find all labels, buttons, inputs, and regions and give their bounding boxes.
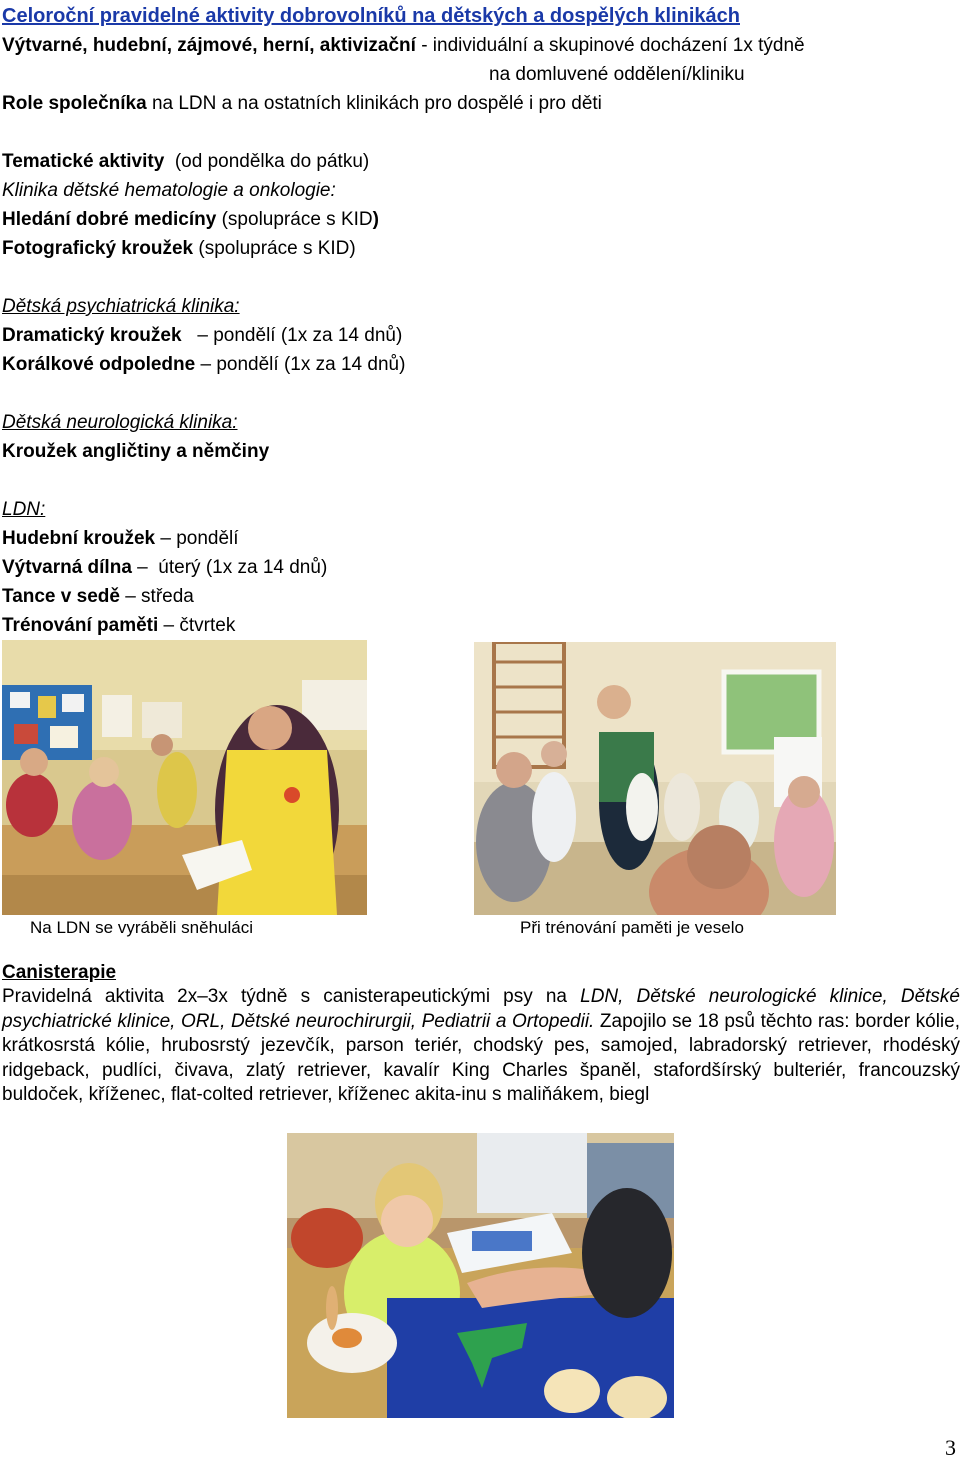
hematology-item-1-rest: (spolupráce s KID	[216, 209, 373, 230]
ldn-item-2	[2, 553, 327, 582]
ldn-item-1-bold: Hudební kroužek	[2, 528, 156, 549]
canisterapie-paragraph	[2, 985, 960, 1108]
hematology-item-1-bold: Hledání dobré medicíny	[2, 209, 217, 230]
thematic-heading-rest: (od pondělka do pátku)	[164, 151, 370, 172]
ldn-item-1-rest: – pondělí	[155, 528, 239, 549]
psychiatry-item-1-bold: Dramatický kroužek	[2, 325, 182, 346]
canisterapie-text-plain: Pravidelná aktivita 2x–3x týdně s canisterapeutickými psy na	[2, 986, 581, 1007]
photo-memory-training	[474, 642, 836, 915]
intro-line-2: na domluvené oddělení/kliniku	[489, 64, 745, 85]
photo-children-painting	[287, 1133, 674, 1418]
ldn-item-2-bold: Výtvarná dílna	[2, 557, 132, 578]
neurology-item-1: Kroužek angličtiny a němčiny	[2, 441, 270, 462]
psychiatry-item-2-rest: – pondělí (1x za 14 dnů)	[195, 354, 406, 375]
hematology-item-1-end: )	[372, 209, 379, 230]
ldn-item-4-bold: Trénování paměti	[2, 615, 159, 636]
canisterapie-heading: Canisterapie	[2, 962, 117, 983]
ldn-item-4	[2, 611, 235, 640]
hematology-item-2-bold: Fotografický kroužek	[2, 238, 194, 259]
caption-memory-training: Při trénování paměti je veselo	[520, 918, 744, 937]
canisterapie-text-italic: LDN, Dětské neurologické klinice, Dětské psychiatrické klinice, ORL, Dětské neurochirurgii, Pediatrii a Ortopedii.	[2, 986, 960, 1032]
thematic-heading-bold: Tematické aktivity	[2, 151, 165, 172]
caption-snowmen-craft: Na LDN se vyráběli sněhuláci	[30, 918, 253, 937]
ldn-heading: LDN:	[2, 499, 46, 520]
intro-line-3	[2, 89, 602, 118]
photo-children-painting-image	[287, 1133, 674, 1418]
psychiatry-item-2	[2, 350, 405, 379]
page-title: Celoroční pravidelné aktivity dobrovolníků na dětských a dospělých klinikách	[2, 5, 740, 27]
ldn-item-3	[2, 582, 194, 611]
thematic-heading	[2, 147, 369, 176]
neurology-heading: Dětská neurologická klinika:	[2, 412, 238, 433]
ldn-item-1	[2, 524, 239, 553]
hematology-item-1	[2, 205, 379, 234]
intro-activities-bold: Výtvarné, hudební, zájmové, herní, aktivizační	[2, 35, 416, 56]
ldn-item-3-bold: Tance v sedě	[2, 586, 120, 607]
ldn-item-2-rest: – úterý (1x za 14 dnů)	[131, 557, 328, 578]
ldn-item-4-rest: – čtvrtek	[158, 615, 236, 636]
companion-role-rest: na LDN a na ostatních klinikách pro dospělé i pro děti	[146, 93, 602, 114]
intro-line-1	[2, 31, 805, 60]
companion-role-bold: Role společníka	[2, 93, 147, 114]
psychiatry-item-2-bold: Korálkové odpoledne	[2, 354, 196, 375]
canisterapie-text-rest: Zapojilo se 18 psů těchto ras: border kólie, krátkosrstá kólie, hrubosrstý jezevčík, parson teriér, chodský pes, samojed, labradorský retriever, rhodéský ridgeback, pudlíci, čivava, zlatý retriever, kavalír King Charles španěl, stafordšírský bulteriér, francouzský buldoček, kříženec, flat-colted retriever, kříženec akita-inu s maliňákem, biegl	[2, 1010, 960, 1105]
intro-activities-rest: - individuální a skupinové docházení 1x týdně	[415, 35, 805, 56]
photo-memory-training-image	[474, 642, 836, 915]
psychiatry-heading: Dětská psychiatrická klinika:	[2, 296, 240, 317]
ldn-item-3-rest: – středa	[119, 586, 194, 607]
photo-snowmen-craft-image	[2, 640, 367, 915]
psychiatry-item-1	[2, 321, 402, 350]
hematology-item-2	[2, 234, 356, 263]
hematology-heading: Klinika dětské hematologie a onkologie:	[2, 180, 336, 201]
hematology-item-2-rest: (spolupráce s KID)	[193, 238, 356, 259]
photo-snowmen-craft	[2, 640, 367, 915]
page-number: 3	[945, 1435, 956, 1460]
psychiatry-item-1-rest: – pondělí (1x za 14 dnů)	[181, 325, 403, 346]
